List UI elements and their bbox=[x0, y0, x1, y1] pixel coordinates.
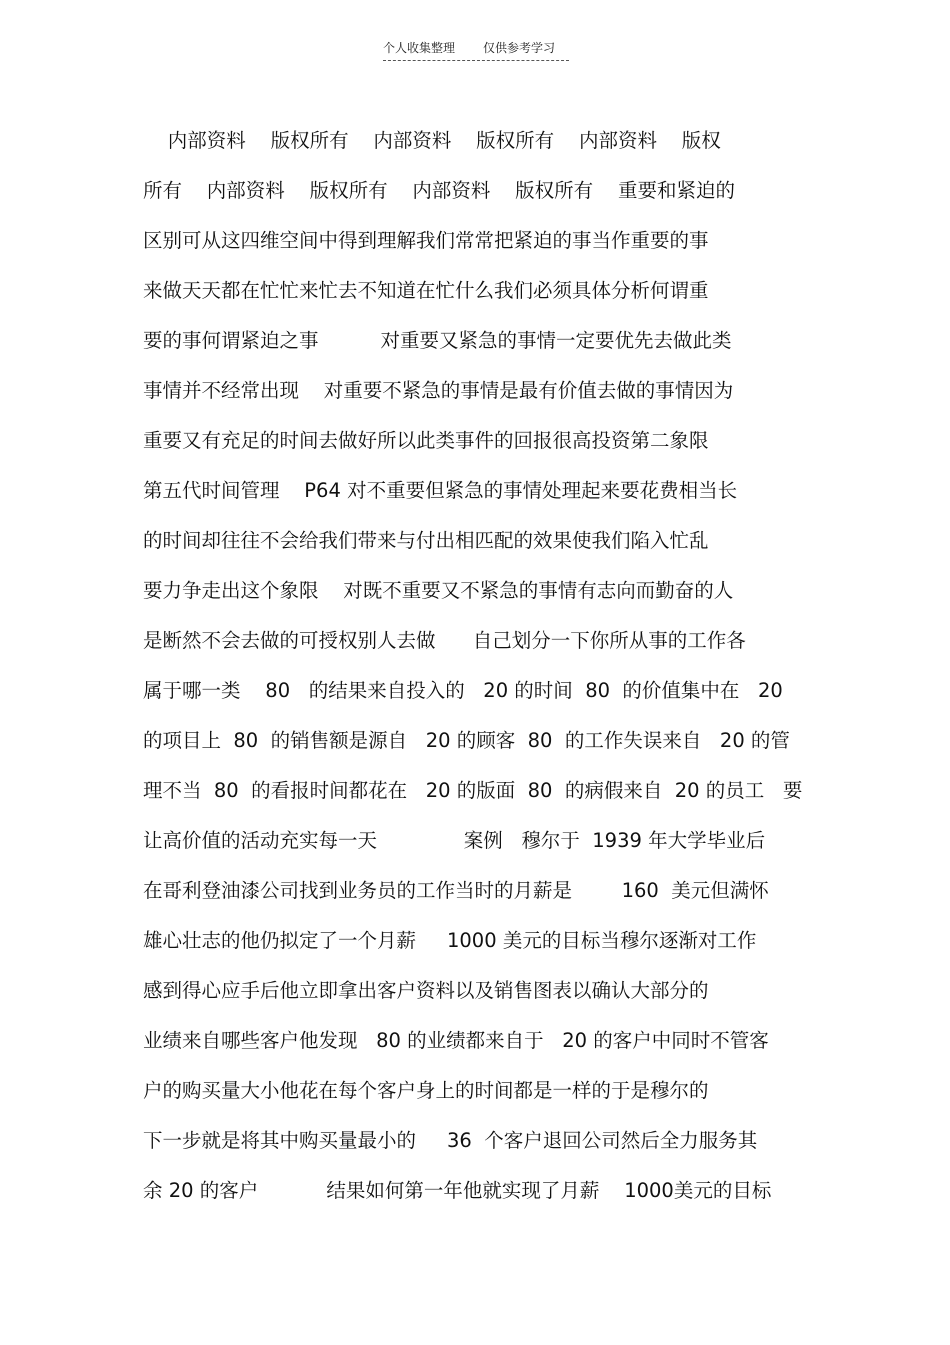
text-line: 重要又有充足的时间去做好所以此类事件的回报很高投资第二象限 bbox=[143, 429, 709, 452]
header-left-text: 个人收集整理 bbox=[383, 41, 456, 55]
document-body bbox=[143, 116, 823, 1216]
text-line: 所有 内部资料 版权所有 内部资料 版权所有 重要和紧迫的 bbox=[143, 179, 735, 202]
text-line: 属于哪一类 80 的结果来自投入的 20 的时间 80 的价值集中在 20 bbox=[143, 679, 783, 702]
text-line: 理不当 80 的看报时间都花在 20 的版面 80 的病假来自 20 的员工 要 bbox=[143, 779, 803, 802]
text-line: 第五代时间管理 P64 对不重要但紧急的事情处理起来要花费相当长 bbox=[143, 479, 738, 502]
header-right-text: 仅供参考学习 bbox=[483, 41, 556, 55]
text-line: 的时间却往往不会给我们带来与付出相匹配的效果使我们陷入忙乱 bbox=[143, 529, 709, 552]
text-line: 区别可从这四维空间中得到理解我们常常把紧迫的事当作重要的事 bbox=[143, 229, 709, 252]
text-line: 在哥利登油漆公司找到业务员的工作当时的月薪是 160 美元但满怀 bbox=[143, 879, 769, 902]
text-line: 雄心壮志的他仍拟定了一个月薪 1000 美元的目标当穆尔逐渐对工作 bbox=[143, 929, 757, 952]
text-line: 让高价值的活动充实每一天 案例 穆尔于 1939 年大学毕业后 bbox=[143, 829, 766, 852]
text-line: 的项目上 80 的销售额是源自 20 的顾客 80 的工作失误来自 20 的管 bbox=[143, 729, 790, 752]
text-line: 要的事何谓紧迫之事 对重要又紧急的事情一定要优先去做此类 bbox=[143, 329, 732, 352]
text-line: 内部资料 版权所有 内部资料 版权所有 内部资料 版权 bbox=[143, 129, 721, 152]
page-header bbox=[383, 38, 569, 61]
text-line: 来做天天都在忙忙来忙去不知道在忙什么我们必须具体分析何谓重 bbox=[143, 279, 709, 302]
text-line: 是断然不会去做的可授权别人去做 自己划分一下你所从事的工作各 bbox=[143, 629, 746, 652]
text-line: 户的购买量大小他花在每个客户身上的时间都是一样的于是穆尔的 bbox=[143, 1079, 709, 1102]
text-line: 业绩来自哪些客户他发现 80 的业绩都来自于 20 的客户中同时不管客 bbox=[143, 1029, 769, 1052]
text-line: 感到得心应手后他立即拿出客户资料以及销售图表以确认大部分的 bbox=[143, 979, 709, 1002]
text-line: 要力争走出这个象限 对既不重要又不紧急的事情有志向而勤奋的人 bbox=[143, 579, 734, 602]
text-line: 下一步就是将其中购买量最小的 36 个客户退回公司然后全力服务其 bbox=[143, 1129, 758, 1152]
text-line: 事情并不经常出现 对重要不紧急的事情是最有价值去做的事情因为 bbox=[143, 379, 734, 402]
text-line: 余 20 的客户 结果如何第一年他就实现了月薪 1000美元的目标 bbox=[143, 1179, 772, 1202]
